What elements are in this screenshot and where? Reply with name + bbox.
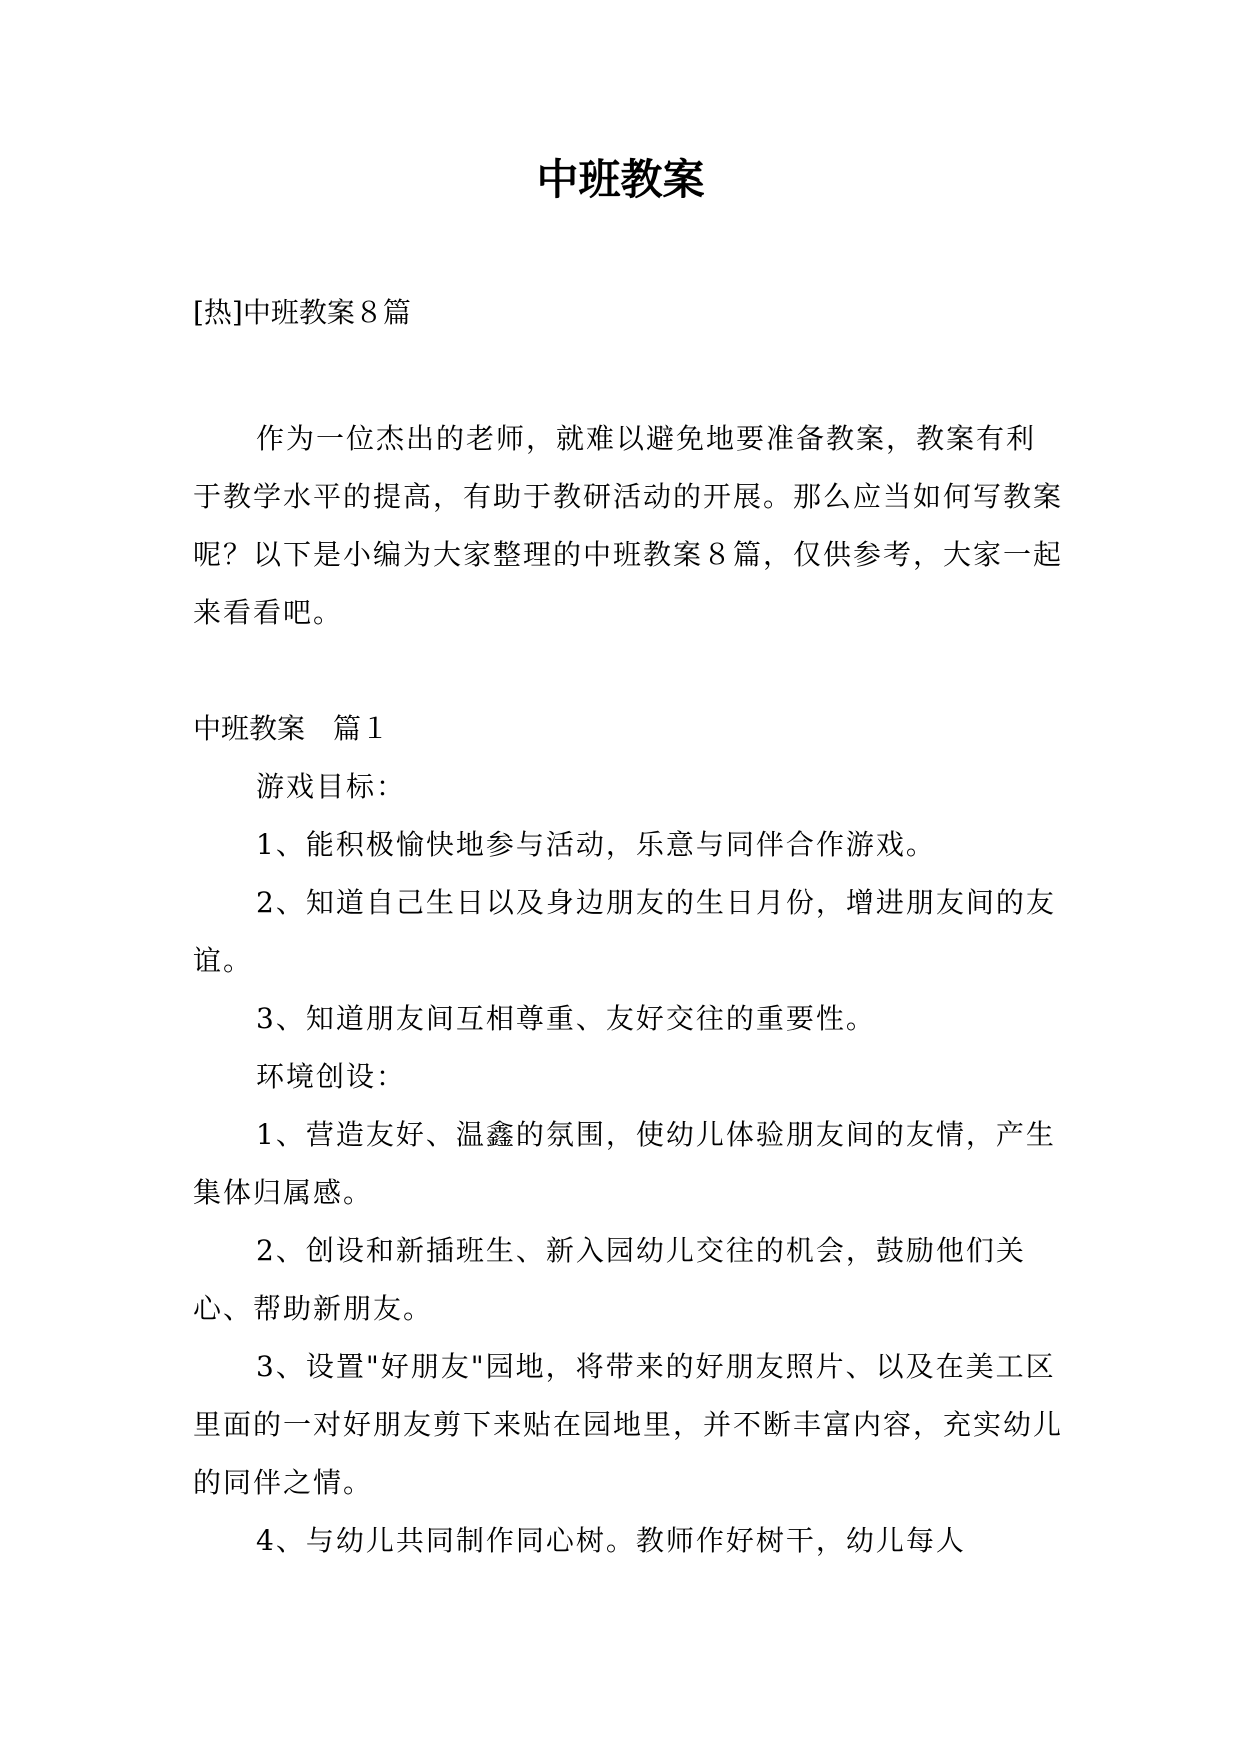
paragraph-goal-3: 3、知道朋友间互相尊重、友好交往的重要性。 bbox=[256, 1002, 876, 1035]
paragraph-game-goals-heading: 游戏目标： bbox=[256, 770, 407, 803]
intro-paragraph: 作为一位杰出的老师，就难以避免地要准备教案，教案有利于教学水平的提高，有助于教研活动的开展。那么应当如何写教案呢？以下是小编为大家整理的中班教案８篇，仅供参考，大家一起来看看吧。 bbox=[193, 422, 1064, 629]
paragraph-environment-4: 4、与幼儿共同制作同心树。教师作好树干，幼儿每人 bbox=[256, 1524, 966, 1557]
paragraph-goal-2: 2、知道自己生日以及身边朋友的生日月份，增进朋友间的友谊。 bbox=[193, 886, 1056, 977]
paragraph-goal-1: 1、能积极愉快地参与活动，乐意与同伴合作游戏。 bbox=[256, 828, 936, 861]
document-subtitle: [热]中班教案８篇 bbox=[193, 296, 411, 329]
section-content bbox=[193, 700, 1065, 1570]
paragraph-environment-heading: 环境创设： bbox=[256, 1060, 407, 1093]
document-title: 中班教案 bbox=[536, 155, 705, 204]
section-heading: 中班教案 篇１ bbox=[193, 712, 390, 745]
paragraph-environment-1: 1、营造友好、温鑫的氛围，使幼儿体验朋友间的友情，产生集体归属感。 bbox=[193, 1118, 1056, 1209]
paragraph-environment-3: 3、设置"好朋友"园地，将带来的好朋友照片、以及在美工区里面的一对好朋友剪下来贴在园地里，并不断丰富内容，充实幼儿的同伴之情。 bbox=[193, 1350, 1064, 1499]
paragraph-environment-2: 2、创设和新插班生、新入园幼儿交往的机会，鼓励他们关心、帮助新朋友。 bbox=[193, 1234, 1026, 1325]
